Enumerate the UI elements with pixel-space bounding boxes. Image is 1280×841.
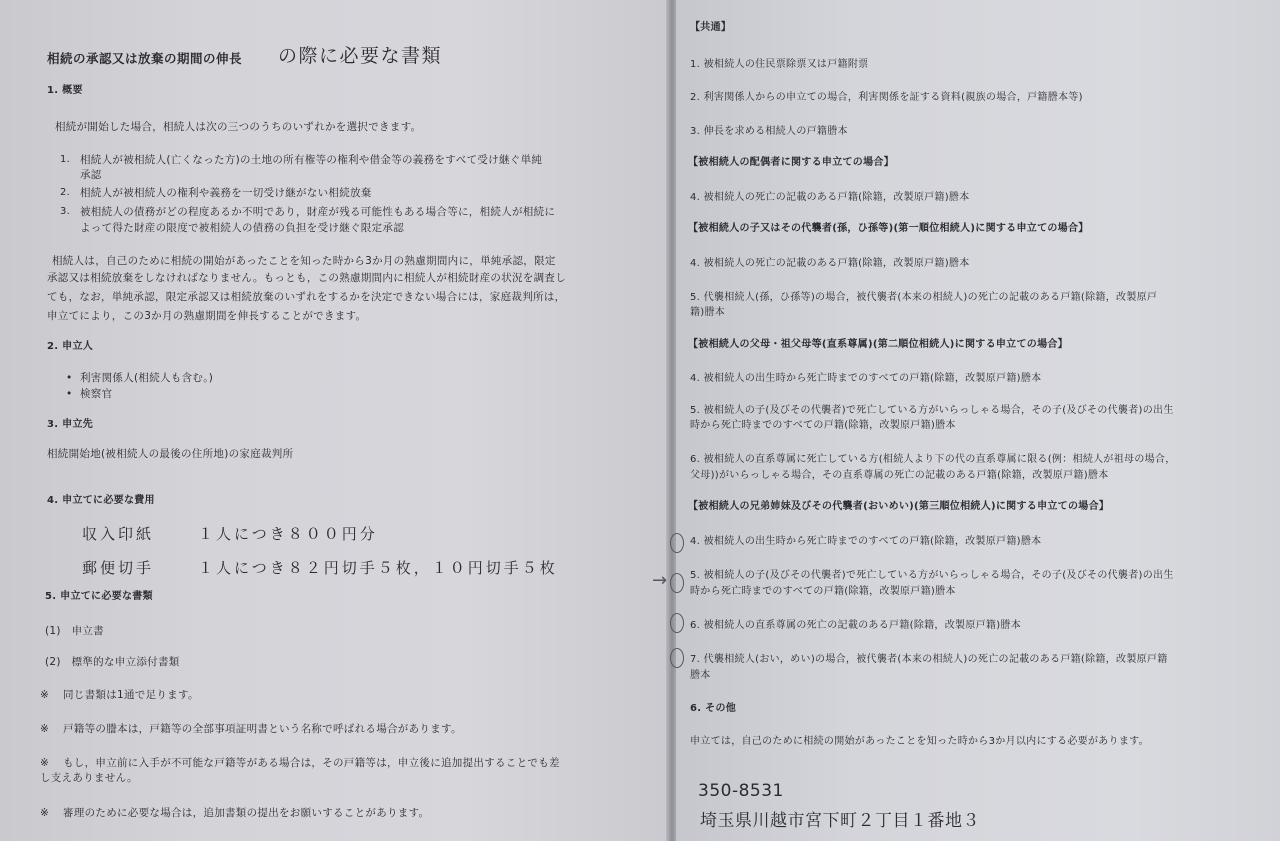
sibling-item-cont: 時から死亡時までのすべての戸籍(除籍，改製原戸籍)謄本 <box>690 586 956 597</box>
note-mark: ※ <box>40 757 50 769</box>
sibling-item-cont: 謄本 <box>690 670 711 681</box>
list-item: 被相続人の債務がどの程度あるか不明であり，財産が残る可能性もある場合等に，相続人が相続に <box>80 206 556 218</box>
parent-item: 6. 被相続人の直系尊属に死亡している方(相続人より下の代の直系尊属に限る(例：相続人が祖母の場合， <box>690 454 1176 465</box>
handwritten-circle-mark <box>670 613 684 633</box>
list-item-number: 3. <box>60 206 71 217</box>
common-heading: 【共通】 <box>690 22 732 33</box>
sibling-heading: 【被相続人の兄弟姉妹及びその代襲者(おいめい)(第三順位相続人)に関する申立ての場合】 <box>688 501 1110 512</box>
list-item-cont: よって得た財産の限度で被相続人の債務の負担を受け継ぐ限定承認 <box>80 222 404 234</box>
note-text: 審理のために必要な場合は，追加書類の提出をお願いすることがあります。 <box>63 807 430 819</box>
parent-item: 4. 被相続人の出生時から死亡時までのすべての戸籍(除籍，改製原戸籍)謄本 <box>690 373 1042 384</box>
note-text: もし，申立前に入手が不可能な戸籍等がある場合は，その戸籍等は，申立後に追加提出することでも差 <box>63 757 560 769</box>
fee-stamp-label: 収入印紙 <box>82 525 155 543</box>
parent-item: 5. 被相続人の子(及びその代襲者)で死亡している方がいらっしゃる場合，その子(及びその代襲者)の出生 <box>690 405 1174 416</box>
fee-postage-value: １人につき８２円切手５枚，１０円切手５枚 <box>198 559 558 577</box>
right-page <box>676 0 1280 841</box>
bullet: • <box>66 388 73 400</box>
section-1-heading: 1. 概要 <box>47 85 83 96</box>
section-5-item: (1) 申立書 <box>45 625 104 637</box>
page-title-main: 相続の承認又は放棄の期間の伸長 <box>47 51 243 66</box>
child-heading: 【被相続人の子又はその代襲者(孫，ひ孫等)(第一順位相続人)に関する申立ての場合】 <box>688 223 1089 234</box>
postal-code: 350-8531 <box>698 781 784 801</box>
sibling-item: 6. 被相続人の直系尊属の死亡の記載のある戸籍(除籍，改製原戸籍)謄本 <box>690 620 1022 631</box>
section-4-heading: 4. 申立てに必要な費用 <box>47 495 155 506</box>
note-mark: ※ <box>40 689 50 701</box>
section-2-heading: 2. 申立人 <box>47 341 94 352</box>
section-1-intro: 相続が開始した場合，相続人は次の三つのうちのいずれかを選択できます。 <box>55 121 422 133</box>
child-item: 4. 被相続人の死亡の記載のある戸籍(除籍，改製原戸籍)謄本 <box>690 258 970 269</box>
list-item: 利害関係人(相続人も含む。) <box>80 372 214 384</box>
parent-heading: 【被相続人の父母・祖父母等(直系尊属)(第二順位相続人)に関する申立ての場合】 <box>688 339 1068 350</box>
common-item: 1. 被相続人の住民票除票又は戸籍附票 <box>690 59 869 70</box>
section-3-text: 相続開始地(被相続人の最後の住所地)の家庭裁判所 <box>47 448 294 460</box>
handwritten-circle-mark <box>670 533 684 553</box>
section-1-paragraph-line: 承認又は相続放棄をしなければなりません。もっとも，この熟慮期間内に相続人が相続財産の状況を調査し <box>47 272 567 284</box>
list-item: 検察官 <box>80 388 113 400</box>
sibling-item: 7. 代襲相続人(おい，めい)の場合，被代襲者(本来の相続人)の死亡の記載のある戸籍(除籍，改製原戸籍 <box>690 654 1168 665</box>
child-item: 5. 代襲相続人(孫，ひ孫等)の場合，被代襲者(本来の相続人)の死亡の記載のある戸籍(除籍，改製原戸 <box>690 292 1158 303</box>
parent-item-cont: 時から死亡時までのすべての戸籍(除籍，改製原戸籍)謄本 <box>690 420 956 431</box>
note-text: 戸籍等の謄本は，戸籍等の全部事項証明書という名称で呼ばれる場合があります。 <box>63 723 462 735</box>
common-item: 2. 利害関係人からの申立ての場合，利害関係を証する資料(親族の場合，戸籍謄本等) <box>690 92 1083 103</box>
note-mark: ※ <box>40 723 50 735</box>
fee-postage-label: 郵便切手 <box>82 559 155 577</box>
spouse-heading: 【被相続人の配偶者に関する申立ての場合】 <box>688 157 894 168</box>
handwritten-circle-mark <box>670 648 684 668</box>
section-5-heading: 5. 申立てに必要な書類 <box>45 591 153 602</box>
sibling-item: 4. 被相続人の出生時から死亡時までのすべての戸籍(除籍，改製原戸籍)謄本 <box>690 536 1042 547</box>
section-1-paragraph-line: ても，なお，単純承認，限定承認又は相続放棄のいずれをするかを決定できない場合には，家庭裁判所は， <box>47 291 566 303</box>
handwritten-circle-mark <box>670 573 684 593</box>
note-mark: ※ <box>40 807 50 819</box>
list-item-number: 2. <box>60 187 71 198</box>
fee-stamp-value: １人につき８００円分 <box>198 525 378 543</box>
page-title-suffix: の際に必要な書類 <box>278 45 443 67</box>
list-item: 相続人が被相続人(亡くなった方)の土地の所有権等の権利や借金等の義務をすべて受け継ぐ単純 <box>80 154 543 166</box>
bullet: • <box>66 372 73 384</box>
section-5-item: (2) 標準的な申立添付書類 <box>45 656 180 668</box>
parent-item-cont: 父母))がいらっしゃる場合，その直系尊属の死亡の記載のある戸籍(除籍，改製原戸籍)謄本 <box>690 470 1109 481</box>
list-item-number: 1. <box>60 154 71 165</box>
child-item-cont: 籍)謄本 <box>690 307 726 318</box>
note-text: 同じ書類は1通で足ります。 <box>63 689 199 701</box>
section-3-heading: 3. 申立先 <box>47 419 94 430</box>
list-item-cont: 承認 <box>80 169 102 181</box>
note-text-cont: し支えありません。 <box>40 772 138 784</box>
court-address: 埼玉県川越市宮下町２丁目１番地３ <box>700 811 980 831</box>
sibling-item: 5. 被相続人の子(及びその代襲者)で死亡している方がいらっしゃる場合，その子(及びその代襲者)の出生 <box>690 570 1174 581</box>
spouse-item: 4. 被相続人の死亡の記載のある戸籍(除籍，改製原戸籍)謄本 <box>690 192 970 203</box>
common-item: 3. 伸長を求める相続人の戸籍謄本 <box>690 126 848 137</box>
list-item: 相続人が被相続人の権利や義務を一切受け継がない相続放棄 <box>80 187 372 199</box>
section-6-heading: 6. その他 <box>690 703 737 714</box>
section-1-paragraph-line: 申立てにより，この3か月の熟慮期間を伸長することができます。 <box>47 310 367 322</box>
section-1-paragraph-line: 相続人は，自己のために相続の開始があったことを知った時から3か月の熟慮期間内に，単純承認，限定 <box>52 255 556 267</box>
handwritten-arrow-mark: → <box>652 570 668 591</box>
section-6-text: 申立ては，自己のために相続の開始があったことを知った時から3か月以内にする必要があります。 <box>690 736 1149 747</box>
